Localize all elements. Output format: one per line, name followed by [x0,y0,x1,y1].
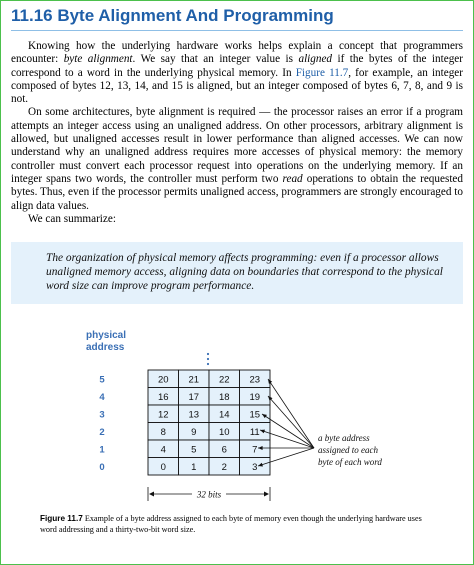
byte-address: 9 [191,426,197,438]
p1-text: Knowing how the underlying hardware works helps explain a concept that programmers encounter: [11,40,463,66]
pointer-arrow [268,379,314,448]
byte-address: 7 [252,444,258,456]
byte-address: 16 [157,391,169,403]
paragraph-3: We can summarize: [28,212,116,225]
summary-box [11,242,463,304]
byte-address: 2 [221,461,227,473]
address-label: 5 [99,374,105,386]
address-label: 1 [99,444,105,456]
figure-caption [40,514,440,535]
byte-address: 1 [191,461,197,473]
p1-text: , for example, an integer composed of bytes 12, 13, 14, and 15 is aligned, but an integer composed of bytes 6, 7, 8, and 9 is not. [11,66,463,106]
byte-address: 4 [160,444,166,456]
p1-emphasis: aligned [298,53,333,66]
byte-address: 11 [249,426,260,438]
byte-address: 10 [218,426,230,438]
byte-address: 6 [221,444,227,456]
byte-address: 5 [191,444,197,456]
byte-address: 0 [160,461,166,473]
ellipsis-dot [207,363,209,365]
p1-text: if the bytes of the integer correspond to a word in the underlying physical memory. In [11,53,463,79]
summary-text: The organization of physical memory affects programming: even if a processor allows unaligned memory access, aligning data on boundaries that correspond to the physical word size can improve program performance. [46,252,443,293]
caption-text: Example of a byte address assigned to each byte of memory even though the underlying hardware uses word addressing and a thirty-two-bit word size. [40,514,422,534]
memory-diagram [0,348,474,532]
byte-address: 14 [218,409,230,421]
arrow-head [264,492,269,497]
caption-label: Figure 11.7 [40,514,83,523]
byte-address: 8 [160,426,166,438]
width-label: 32 bits [196,489,222,500]
byte-address: 12 [157,409,169,421]
arrow-head [149,492,154,497]
annotation-text: assigned to each [318,445,378,455]
p1-text: . We say that an integer value is [132,53,299,66]
body-text [11,40,463,226]
ellipsis-dot [207,358,209,360]
byte-address: 17 [188,391,200,403]
address-label: 3 [99,409,105,421]
address-label: 2 [99,426,105,438]
paragraph-2 [11,106,463,212]
annotation-text: a byte address [318,433,370,443]
byte-address: 23 [249,374,261,386]
byte-address: 19 [249,391,261,403]
axis-label-line2: address [86,342,125,353]
figure-link[interactable]: Figure 11.7 [295,66,349,79]
paragraph-1 [11,40,463,106]
p2-text: On some architectures, byte alignment is required — the processor raises an error if a program attempts an integer access using an unaligned address. On other processors, arbitrary alignment is allowed, but unaligned accesses result in lower performance than aligned accesses. We can now understand why an unaligned address requires more accesses of physical memory: the memory controller must convert each processor request into operations on the underlying memory. If an integer spans two words, the controller must perform two [11,106,463,185]
p2-text: operations to obtain the requested bytes. Thus, even if the processor permits unaligned access, programmers are strongly encouraged to align data values. [11,172,463,212]
byte-address: 3 [252,461,258,473]
axis-label-line1: physical [86,330,127,341]
byte-address: 15 [249,409,261,421]
byte-address: 18 [218,391,230,403]
section-title: 11.16 Byte Alignment And Programming [11,6,334,25]
p1-emphasis: byte alignment [63,53,133,66]
address-label: 4 [99,391,105,403]
byte-address: 13 [188,409,200,421]
byte-address: 22 [218,374,230,386]
ellipsis-dot [207,353,209,355]
title-rule [11,30,463,31]
byte-address: 20 [157,374,169,386]
byte-address: 21 [188,374,200,386]
p2-emphasis: read [282,172,303,185]
address-label: 0 [99,461,105,473]
annotation-text: byte of each word [318,457,382,467]
